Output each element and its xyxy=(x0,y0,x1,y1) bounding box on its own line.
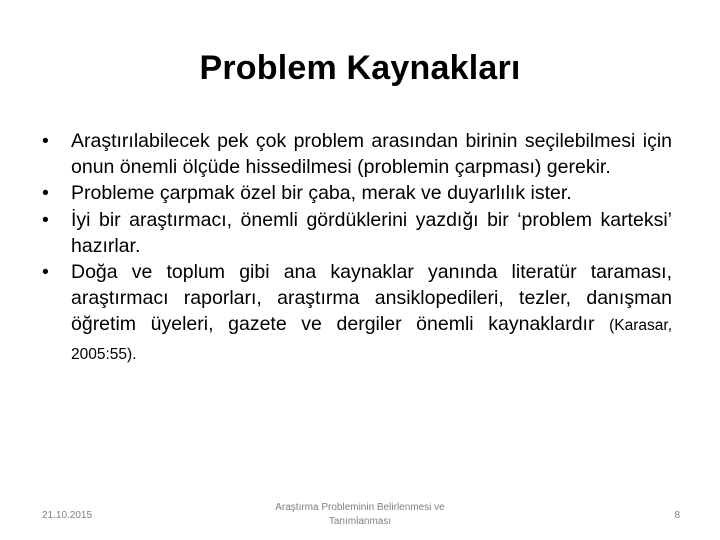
bullet-text: İyi bir araştırmacı, önemli gördüklerini yazdığı bir ‘problem karteksi’ hazırlar. xyxy=(71,208,672,257)
bullet-text: Probleme çarpmak özel bir çaba, merak ve duyarlılık ister. xyxy=(71,182,572,205)
footer-date: 21.10.2015 xyxy=(42,510,93,521)
bullet-item xyxy=(42,180,672,206)
citation: (Karasar, 2005:55). xyxy=(71,317,672,363)
slide-title: Problem Kaynakları xyxy=(199,49,521,87)
bullet-text: Araştırılabilecek pek çok problem arasından birinin seçilebilmesi için onun önemli ölçüde hissedilmesi (problemin çarpması) gerekir. xyxy=(71,130,672,179)
bullet-icon: • xyxy=(42,261,49,284)
footer-title xyxy=(245,501,475,529)
footer-title-line: Araştırma Probleminin Belirlenmesi ve xyxy=(275,502,445,513)
bullet-icon: • xyxy=(42,182,49,205)
bullet-item xyxy=(42,128,672,180)
bullet-item xyxy=(42,259,672,368)
bullet-text: Doğa ve toplum gibi ana kaynaklar yanında literatür taraması, araştırmacı raporları, araştırma ansiklopedileri, tezler, danışman öğretim üyeleri, gazete ve dergiler önemli kaynaklardır xyxy=(71,261,672,336)
bullet-icon: • xyxy=(42,130,49,152)
page-number: 8 xyxy=(674,510,680,521)
bullet-item xyxy=(42,207,672,259)
footer-title-line: Tanımlanması xyxy=(328,516,392,527)
bullet-list xyxy=(42,128,672,368)
bullet-icon: • xyxy=(42,208,49,231)
